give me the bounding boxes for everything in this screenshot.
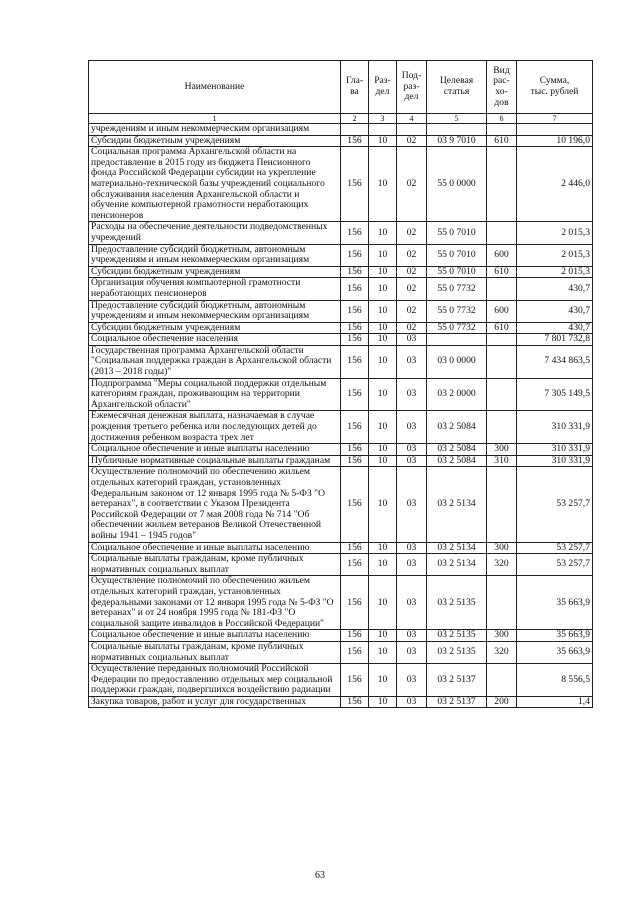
row-razdel: 10: [369, 411, 397, 444]
row-vid: [487, 345, 517, 378]
row-razdel: 10: [369, 278, 397, 300]
row-target: 55 0 0000: [427, 147, 487, 222]
table-row: [89, 322, 593, 334]
row-target: 55 0 7732: [427, 300, 487, 322]
row-podrazdel: 02: [397, 147, 427, 222]
table-row: [89, 345, 593, 378]
row-glava: 156: [341, 244, 369, 266]
row-razdel: 10: [369, 266, 397, 278]
row-name: Социальные выплаты гражданам, кроме публичных нормативных социальных выплат: [89, 641, 341, 663]
row-name: Расходы на обеспечение деятельности подведомственных учреждений: [89, 222, 341, 244]
row-name: Ежемесячная денежная выплата, назначаемая в случае рождения третьего ребенка или последующих детей до достижения ребенком возраста трех лет: [89, 411, 341, 444]
row-glava: 156: [341, 345, 369, 378]
row-vid: [487, 124, 517, 136]
row-glava: 156: [341, 554, 369, 576]
row-target: 55 0 7010: [427, 244, 487, 266]
row-name: Субсидии бюджетным учреждениям: [89, 135, 341, 147]
row-razdel: 10: [369, 554, 397, 576]
table-row: [89, 630, 593, 642]
row-razdel: 10: [369, 664, 397, 697]
row-razdel: 10: [369, 630, 397, 642]
row-razdel: 10: [369, 147, 397, 222]
row-vid: [487, 147, 517, 222]
row-name: Осуществление переданных полномочий Российской Федерации по предоставлению отдельных мер социальной поддержки граждан, подвергшихся воздействию радиации: [89, 664, 341, 697]
table-header-row: [89, 61, 593, 114]
row-podrazdel: 02: [397, 222, 427, 244]
col-number: 7: [517, 114, 593, 124]
row-glava: 156: [341, 641, 369, 663]
row-vid: 610: [487, 135, 517, 147]
row-razdel: 10: [369, 467, 397, 542]
row-glava: 156: [341, 322, 369, 334]
header-vid: Вид рас- хо- дов: [487, 61, 517, 114]
column-numbers-row: [89, 114, 593, 124]
row-glava: 156: [341, 542, 369, 554]
row-glava: 156: [341, 266, 369, 278]
row-glava: 156: [341, 664, 369, 697]
row-target: 03 2 5135: [427, 630, 487, 642]
row-sum: [517, 124, 593, 136]
budget-table: [88, 60, 593, 708]
row-vid: [487, 278, 517, 300]
row-name: Публичные нормативные социальные выплаты гражданам: [89, 455, 341, 467]
table-row: [89, 444, 593, 456]
row-name: Предоставление субсидий бюджетным, автономным учреждениям и иным некоммерческим организациям: [89, 300, 341, 322]
row-sum: 2 015,3: [517, 222, 593, 244]
row-name: Субсидии бюджетным учреждениям: [89, 322, 341, 334]
row-vid: [487, 576, 517, 630]
row-name: Организация обучения компьютерной грамотности неработающих пенсионеров: [89, 278, 341, 300]
row-razdel: 10: [369, 334, 397, 346]
col-number: 1: [89, 114, 341, 124]
row-razdel: 10: [369, 444, 397, 456]
row-target: 03 2 5134: [427, 467, 487, 542]
row-glava: 156: [341, 135, 369, 147]
row-vid: [487, 334, 517, 346]
row-podrazdel: 02: [397, 266, 427, 278]
row-sum: 35 663,9: [517, 576, 593, 630]
row-sum: 8 556,5: [517, 664, 593, 697]
row-razdel: 10: [369, 244, 397, 266]
table-row: [89, 124, 593, 136]
table-row: [89, 147, 593, 222]
row-glava: 156: [341, 334, 369, 346]
row-sum: 53 257,7: [517, 467, 593, 542]
table-row: [89, 542, 593, 554]
row-sum: 7 305 149,5: [517, 378, 593, 411]
row-sum: 53 257,7: [517, 542, 593, 554]
row-target: 55 0 7010: [427, 266, 487, 278]
row-vid: 310: [487, 455, 517, 467]
page-number: 63: [315, 870, 325, 881]
row-podrazdel: 02: [397, 135, 427, 147]
row-razdel: 10: [369, 696, 397, 708]
row-podrazdel: 03: [397, 378, 427, 411]
row-glava: 156: [341, 576, 369, 630]
row-vid: 610: [487, 266, 517, 278]
row-vid: [487, 378, 517, 411]
row-name: Субсидии бюджетным учреждениям: [89, 266, 341, 278]
row-target: 03 2 5134: [427, 554, 487, 576]
row-name: Подпрограмма "Меры социальной поддержки отдельным категориям граждан, проживающим на территории Архангельской области": [89, 378, 341, 411]
row-glava: 156: [341, 300, 369, 322]
row-target: 03 2 5084: [427, 455, 487, 467]
row-podrazdel: 03: [397, 334, 427, 346]
row-target: [427, 334, 487, 346]
row-podrazdel: 02: [397, 278, 427, 300]
row-sum: 430,7: [517, 278, 593, 300]
table-row: [89, 411, 593, 444]
row-razdel: 10: [369, 300, 397, 322]
row-vid: [487, 222, 517, 244]
col-number: 4: [397, 114, 427, 124]
col-number: 3: [369, 114, 397, 124]
row-podrazdel: 02: [397, 244, 427, 266]
row-name: Государственная программа Архангельской области "Социальная поддержка граждан в Архангельской области (2013 – 2018 годы)": [89, 345, 341, 378]
row-glava: 156: [341, 378, 369, 411]
row-target: 03 2 5084: [427, 444, 487, 456]
row-vid: [487, 467, 517, 542]
row-sum: 10 196,0: [517, 135, 593, 147]
row-glava: 156: [341, 411, 369, 444]
row-podrazdel: 03: [397, 630, 427, 642]
row-sum: 35 663,9: [517, 641, 593, 663]
row-razdel: 10: [369, 345, 397, 378]
row-podrazdel: 03: [397, 696, 427, 708]
row-podrazdel: 03: [397, 467, 427, 542]
table-row: [89, 278, 593, 300]
row-podrazdel: 03: [397, 576, 427, 630]
row-razdel: 10: [369, 135, 397, 147]
row-name: Социальное обеспечение и иные выплаты населению: [89, 444, 341, 456]
row-name: Социальные выплаты гражданам, кроме публичных нормативных социальных выплат: [89, 554, 341, 576]
row-target: 03 2 5137: [427, 696, 487, 708]
row-podrazdel: 03: [397, 411, 427, 444]
row-sum: 53 257,7: [517, 554, 593, 576]
row-sum: 310 331,9: [517, 411, 593, 444]
row-glava: 156: [341, 444, 369, 456]
table-row: [89, 378, 593, 411]
row-sum: 7 434 863,5: [517, 345, 593, 378]
row-name: Социальное обеспечение и иные выплаты населению: [89, 542, 341, 554]
table-row: [89, 300, 593, 322]
row-podrazdel: [397, 124, 427, 136]
header-sum: Сумма, тыс. рублей: [517, 61, 593, 114]
row-glava: [341, 124, 369, 136]
row-razdel: 10: [369, 641, 397, 663]
row-razdel: 10: [369, 455, 397, 467]
table-row: [89, 244, 593, 266]
table-row: [89, 696, 593, 708]
row-target: [427, 124, 487, 136]
table-row: [89, 222, 593, 244]
table-row: [89, 334, 593, 346]
col-number: 5: [427, 114, 487, 124]
row-podrazdel: 03: [397, 542, 427, 554]
row-target: 03 2 5134: [427, 542, 487, 554]
row-sum: 35 663,9: [517, 630, 593, 642]
table-row: [89, 135, 593, 147]
table-row: [89, 664, 593, 697]
row-target: 03 2 5135: [427, 576, 487, 630]
row-sum: 310 331,9: [517, 444, 593, 456]
row-glava: 156: [341, 278, 369, 300]
row-glava: 156: [341, 630, 369, 642]
table-row: [89, 467, 593, 542]
row-vid: 200: [487, 696, 517, 708]
row-target: 03 2 5137: [427, 664, 487, 697]
row-podrazdel: 03: [397, 641, 427, 663]
row-vid: 600: [487, 244, 517, 266]
row-vid: [487, 664, 517, 697]
table-row: [89, 266, 593, 278]
row-name: Социальное обеспечение и иные выплаты населению: [89, 630, 341, 642]
row-vid: 300: [487, 444, 517, 456]
row-name: Осуществление полномочий по обеспечению жильем отдельных категорий граждан, установленных Федеральным законом от 12 января 1995 года № 5-ФЗ "О ветеранах", в соответствии с Указом Президента Российской Федерации от 7 мая 2008 года № 714 "Об обеспечении жильем ветеранов Великой Отечественной войны 1941 – 1945 годов": [89, 467, 341, 542]
row-target: 55 0 7732: [427, 278, 487, 300]
table-row: [89, 554, 593, 576]
row-name: Предоставление субсидий бюджетным, автономным учреждениям и иным некоммерческим организациям: [89, 244, 341, 266]
header-glava: Гла- ва: [341, 61, 369, 114]
row-razdel: 10: [369, 378, 397, 411]
row-sum: 430,7: [517, 322, 593, 334]
table-row: [89, 455, 593, 467]
row-glava: 156: [341, 222, 369, 244]
row-target: 03 2 5084: [427, 411, 487, 444]
row-name: учреждениям и иным некоммерческим организациям: [89, 124, 341, 136]
col-number: 2: [341, 114, 369, 124]
row-target: 03 2 5135: [427, 641, 487, 663]
row-razdel: 10: [369, 576, 397, 630]
row-glava: 156: [341, 455, 369, 467]
row-name: Закупка товаров, работ и услуг для государственных: [89, 696, 341, 708]
header-razdel: Раз- дел: [369, 61, 397, 114]
row-sum: 310 331,9: [517, 455, 593, 467]
row-target: 03 2 0000: [427, 378, 487, 411]
row-target: 03 9 7010: [427, 135, 487, 147]
row-name: Социальное обеспечение населения: [89, 334, 341, 346]
row-vid: [487, 411, 517, 444]
row-sum: 7 801 732,8: [517, 334, 593, 346]
table-body: [89, 124, 593, 708]
row-vid: 610: [487, 322, 517, 334]
row-podrazdel: 03: [397, 455, 427, 467]
header-podrazdel: Под- раз- дел: [397, 61, 427, 114]
row-razdel: 10: [369, 542, 397, 554]
row-podrazdel: 03: [397, 345, 427, 378]
row-razdel: [369, 124, 397, 136]
row-podrazdel: 03: [397, 554, 427, 576]
row-sum: 2 446,0: [517, 147, 593, 222]
header-name: Наименование: [89, 61, 341, 114]
row-glava: 156: [341, 467, 369, 542]
row-sum: 2 015,3: [517, 266, 593, 278]
table-row: [89, 641, 593, 663]
header-target: Целевая статья: [427, 61, 487, 114]
row-target: 03 0 0000: [427, 345, 487, 378]
table-row: [89, 576, 593, 630]
row-name: Социальная программа Архангельской области на предоставление в 2015 году из бюджета Пенсионного фонда Российской Федерации субсидии на укрепление материально-технической базы учреждений социального обслуживания населения Архангельской области и обучение компьютерной грамотности неработающих пенсионеров: [89, 147, 341, 222]
row-sum: 2 015,3: [517, 244, 593, 266]
row-name: Осуществление полномочий по обеспечению жильем отдельных категорий граждан, установленных федеральными законами от 12 января 1995 года № 5-ФЗ "О ветеранах" и от 24 ноября 1995 года № 181-ФЗ "О социальной защите инвалидов в Российской Федерации": [89, 576, 341, 630]
row-vid: 600: [487, 300, 517, 322]
row-glava: 156: [341, 696, 369, 708]
row-podrazdel: 02: [397, 322, 427, 334]
row-podrazdel: 03: [397, 444, 427, 456]
row-sum: 1,4: [517, 696, 593, 708]
row-vid: 300: [487, 630, 517, 642]
row-glava: 156: [341, 147, 369, 222]
row-podrazdel: 03: [397, 664, 427, 697]
row-sum: 430,7: [517, 300, 593, 322]
row-vid: 320: [487, 554, 517, 576]
row-vid: 320: [487, 641, 517, 663]
row-target: 55 0 7010: [427, 222, 487, 244]
row-razdel: 10: [369, 322, 397, 334]
row-vid: 300: [487, 542, 517, 554]
row-podrazdel: 02: [397, 300, 427, 322]
row-target: 55 0 7732: [427, 322, 487, 334]
col-number: 6: [487, 114, 517, 124]
row-razdel: 10: [369, 222, 397, 244]
